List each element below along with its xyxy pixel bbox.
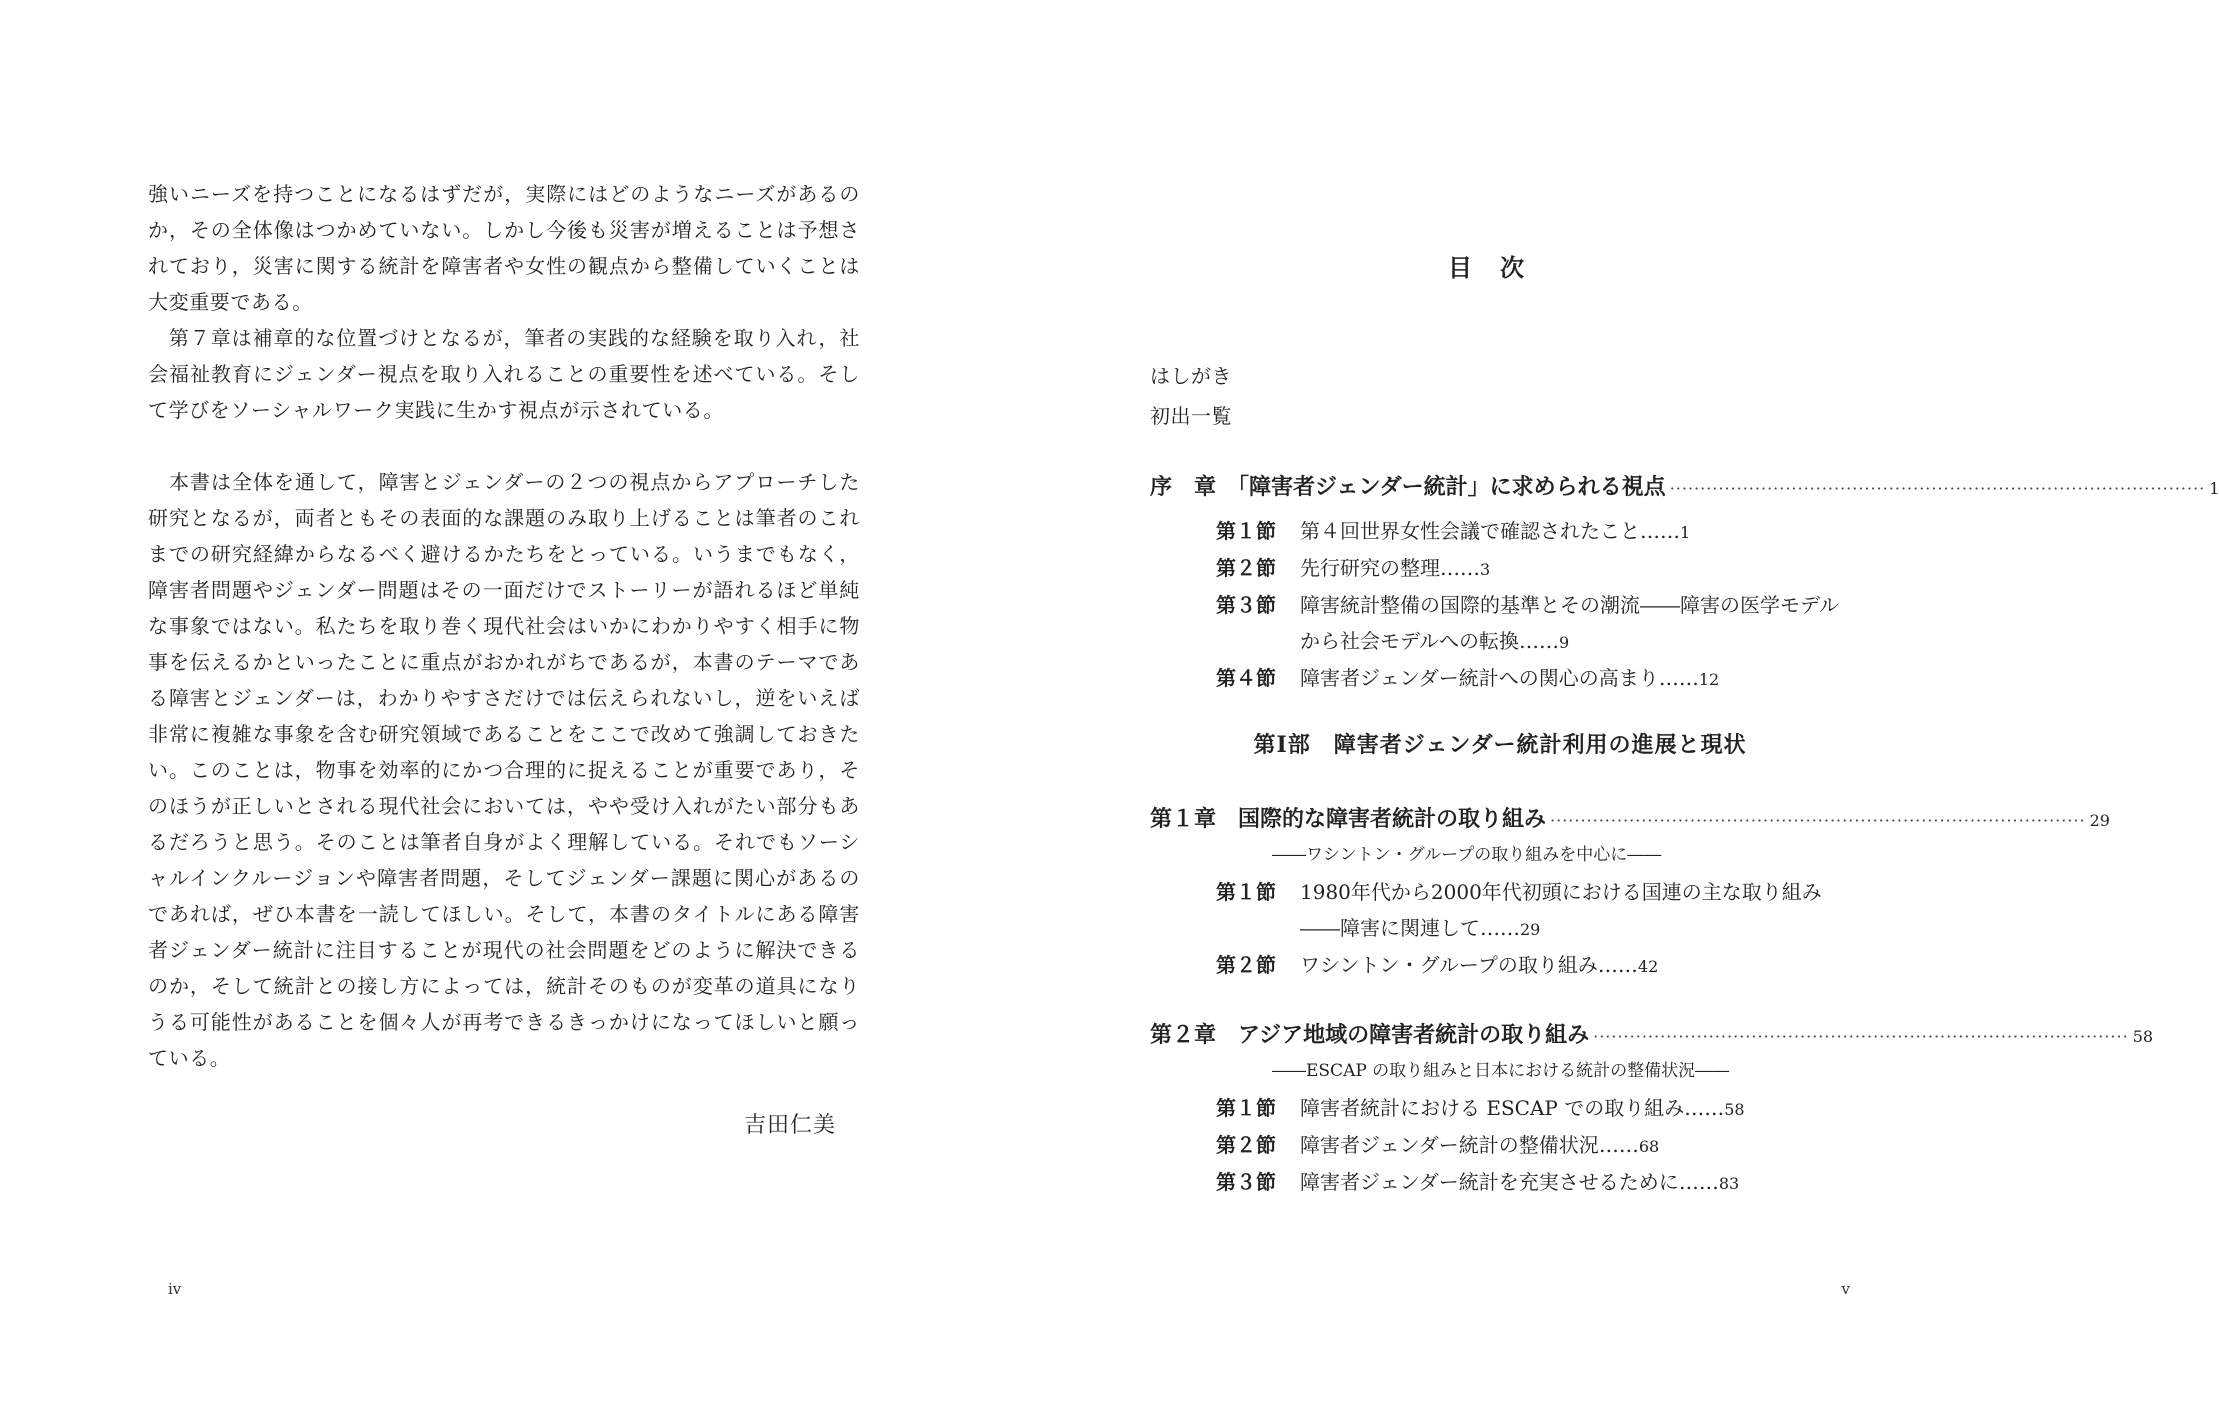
toc-section [1216, 515, 1690, 544]
section-title: 先行研究の整理 [1300, 556, 1440, 580]
right-page [1000, 0, 2219, 1414]
leader: …… [1640, 519, 1680, 543]
chapter-subtitle: ――ワシントン・グループの取り組みを中心に―― [1272, 845, 1662, 865]
section-title-continued: から社会モデルへの転換 [1300, 629, 1519, 653]
page-number-left: iv [168, 1280, 182, 1298]
leader: …… [1658, 666, 1699, 690]
toc-intro-chapter [1150, 470, 2219, 501]
preface-paragraph-2: 第７章は補章的な位置づけとなるが，筆者の実践的な経験を取り入れ，社会福祉教育にジェンダー視点を取り入れることの重要性を述べている。そして学びをソーシャルワーク実践に生かす視点が示されている。 [148, 326, 860, 422]
leader: …… [1440, 556, 1480, 580]
section-label: 第２節 [1216, 1133, 1276, 1157]
section-label: 第３節 [1216, 1170, 1276, 1194]
paragraph-spacer [148, 428, 860, 464]
toc-section [1216, 589, 1839, 618]
chapter-subtitle: ――ESCAP の取り組みと日本における統計の整備状況―― [1272, 1061, 1730, 1081]
dot-leader: ························································································ [1593, 1027, 2129, 1046]
page-number-right: v [1841, 1280, 1850, 1298]
preface-paragraph-1: 強いニーズを持つことになるはずだが，実際にはどのようなニーズがあるのか，その全体像はつかめていない。しかし今後も災害が増えることは予想されており，災害に関する統計を障害者や女性の観点から整備していくことは大変重要である。 [148, 182, 860, 314]
toc-front-shoshutsu: 初出一覧 [1150, 404, 1232, 428]
section-label: 第２節 [1216, 953, 1276, 977]
section-page: 68 [1638, 1137, 1660, 1156]
toc-section [1216, 1166, 1739, 1195]
section-title: 1980年代から2000年代初頭における国連の主な取り組み [1300, 880, 1822, 904]
toc-heading: 目次 [1448, 253, 1552, 282]
dot-leader: ························································································ [1669, 479, 2206, 498]
toc-chapter-2 [1150, 1018, 2154, 1049]
toc-section [1216, 662, 1719, 691]
toc-section [1216, 1129, 1659, 1158]
chapter-page: 58 [2132, 1027, 2154, 1046]
section-title: 第４回世界女性会議で確認されたこと [1300, 519, 1640, 543]
section-page: 1 [1680, 523, 1691, 542]
section-page: 3 [1480, 560, 1491, 579]
dot-leader: ························································································ [1550, 811, 2086, 830]
section-title: 障害統計整備の国際的基準とその潮流――障害の医学モデル [1300, 593, 1839, 617]
chapter-page: 1 [2209, 479, 2219, 498]
toc-section [1216, 552, 1490, 581]
toc-section [1216, 949, 1658, 978]
section-label: 第１節 [1216, 880, 1276, 904]
toc-front-hashigaki: はしがき [1150, 364, 1232, 388]
section-page: 58 [1724, 1100, 1745, 1119]
section-label: 第３節 [1216, 593, 1276, 617]
section-label: 第２節 [1216, 556, 1276, 580]
toc-chapter-1 [1150, 802, 2110, 833]
toc-section-continuation [1300, 912, 1540, 941]
left-page [0, 0, 1000, 1414]
section-page: 9 [1559, 633, 1570, 652]
section-title: 障害者ジェンダー統計の整備状況 [1300, 1133, 1599, 1157]
leader: …… [1678, 1170, 1719, 1194]
leader: …… [1598, 1133, 1639, 1157]
section-page: 42 [1637, 957, 1659, 976]
chapter-page: 29 [2089, 811, 2110, 830]
section-label: 第１節 [1216, 519, 1276, 543]
part-heading: 第Ⅰ部 障害者ジェンダー統計利用の進展と現状 [1253, 732, 1747, 758]
section-title-continued: ――障害に関連して [1300, 916, 1480, 940]
toc-section [1216, 876, 1822, 905]
section-label: 第４節 [1216, 666, 1276, 690]
section-page: 29 [1520, 920, 1541, 939]
preface-body [148, 176, 860, 1076]
section-title: ワシントン・グループの取り組み [1300, 953, 1598, 977]
leader: …… [1684, 1096, 1725, 1120]
toc-section-continuation [1300, 625, 1569, 654]
leader: …… [1519, 629, 1559, 653]
chapter-title: 第２章 アジア地域の障害者統計の取り組み [1150, 1022, 1590, 1048]
toc-section [1216, 1092, 1745, 1121]
leader: …… [1480, 916, 1520, 940]
section-page: 83 [1718, 1174, 1740, 1193]
section-page: 12 [1698, 670, 1720, 689]
section-title: 障害者ジェンダー統計への関心の高まり [1300, 666, 1659, 690]
section-title: 障害者統計における ESCAP での取り組み [1300, 1096, 1685, 1120]
chapter-title: 第１章 国際的な障害者統計の取り組み [1150, 806, 1547, 832]
preface-paragraph-3: 本書は全体を通して，障害とジェンダーの２つの視点からアプローチした研究となるが，両者ともその表面的な課題のみ取り上げることは筆者のこれまでの研究経緯からなるべく避けるかたちをとっている。いうまでもなく，障害者問題やジェンダー問題はその一面だけでストーリーが語れるほど単純な事象ではない。私たちを取り巻く現代社会はいかにわかりやすく相手に物事を伝えるかといったことに重点がおかれがちであるが，本書のテーマである障害とジェンダーは，わかりやすさだけでは伝えられないし，逆をいえば非常に複雑な事象を含む研究領域であることをここで改めて強調しておきたい。このことは，物事を効率的にかつ合理的に捉えることが重要であり，そのほうが正しいとされる現代社会においては，やや受け入れがたい部分もあるだろうと思う。そのことは筆者自身がよく理解している。それでもソーシャルインクルージョンや障害者問題，そしてジェンダー課題に関心があるのであれば，ぜひ本書を一読してほしい。そして，本書のタイトルにある障害者ジェンダー統計に注目することが現代の社会問題をどのように解決できるのか，そして統計との接し方によっては，統計そのものが変革の道具になりうる可能性があることを個々人が再考できるきっかけになってほしいと願っている。 [148, 470, 860, 1070]
chapter-title: 序 章 「障害者ジェンダー統計」に求められる視点 [1150, 474, 1666, 500]
author-name: 吉田仁美 [743, 1113, 836, 1138]
leader: …… [1597, 953, 1638, 977]
section-label: 第１節 [1216, 1096, 1276, 1120]
section-title: 障害者ジェンダー統計を充実させるために [1300, 1170, 1679, 1194]
